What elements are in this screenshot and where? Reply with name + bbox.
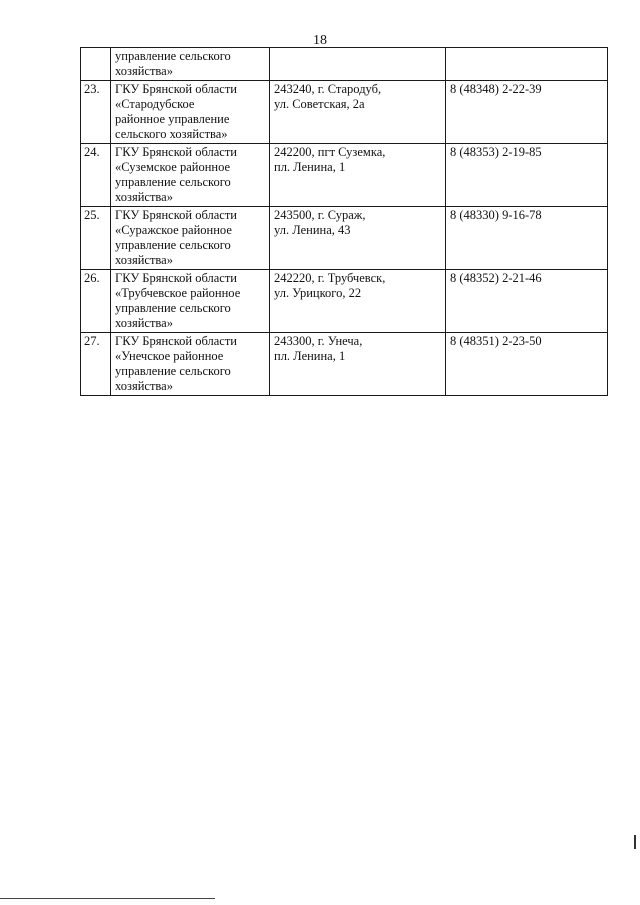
address-line: ул. Урицкого, 22: [274, 286, 362, 300]
agency-name: [111, 270, 270, 333]
table-row: [81, 207, 608, 270]
agency-name-line: хозяйства»: [115, 190, 173, 204]
agency-address: [270, 48, 446, 81]
table-row: [81, 333, 608, 396]
table-row: [81, 81, 608, 144]
agency-directory-table: [80, 47, 608, 396]
agency-phone: 8 (48348) 2-22-39: [446, 81, 608, 144]
page-number: 18: [313, 33, 327, 48]
table-row: [81, 270, 608, 333]
scan-edge-mark: [634, 835, 636, 849]
agency-name: [111, 81, 270, 144]
address-line: ул. Советская, 2а: [274, 97, 365, 111]
row-number: 27.: [81, 333, 111, 396]
agency-name-line: хозяйства»: [115, 253, 173, 267]
agency-name-line: сельского хозяйства»: [115, 127, 228, 141]
agency-name: [111, 207, 270, 270]
agency-phone: 8 (48353) 2-19-85: [446, 144, 608, 207]
agency-name-line: ГКУ Брянской области: [115, 82, 237, 96]
agency-address: [270, 207, 446, 270]
agency-name-line: управление сельского: [115, 49, 231, 63]
agency-name-line: «Стародубское: [115, 97, 195, 111]
agency-phone: 8 (48352) 2-21-46: [446, 270, 608, 333]
agency-name-line: районное управление: [115, 112, 230, 126]
agency-name-line: хозяйства»: [115, 316, 173, 330]
agency-name-line: «Суражское районное: [115, 223, 232, 237]
agency-address: [270, 270, 446, 333]
agency-name-line: «Трубчевское районное: [115, 286, 241, 300]
footer-rule: [0, 898, 215, 899]
agency-name-line: управление сельского: [115, 238, 231, 252]
agency-name-line: ГКУ Брянской области: [115, 334, 237, 348]
row-number: 25.: [81, 207, 111, 270]
address-line: 242220, г. Трубчевск,: [274, 271, 386, 285]
agency-name-line: хозяйства»: [115, 64, 173, 78]
table-row: [81, 48, 608, 81]
address-line: 243300, г. Унеча,: [274, 334, 363, 348]
address-line: 242200, пгт Суземка,: [274, 145, 386, 159]
agency-name: [111, 144, 270, 207]
agency-name-line: хозяйства»: [115, 379, 173, 393]
agency-name: [111, 333, 270, 396]
agency-phone: 8 (48330) 9-16-78: [446, 207, 608, 270]
agency-name-line: управление сельского: [115, 301, 231, 315]
agency-name-line: «Суземское районное: [115, 160, 231, 174]
agency-phone: 8 (48351) 2-23-50: [446, 333, 608, 396]
agency-name-line: управление сельского: [115, 364, 231, 378]
address-line: пл. Ленина, 1: [274, 160, 346, 174]
address-line: пл. Ленина, 1: [274, 349, 346, 363]
agency-phone: [446, 48, 608, 81]
row-number: 26.: [81, 270, 111, 333]
row-number: 23.: [81, 81, 111, 144]
agency-address: [270, 81, 446, 144]
agency-name-line: «Унечское районное: [115, 349, 224, 363]
table-row: [81, 144, 608, 207]
agency-name: [111, 48, 270, 81]
agency-name-line: управление сельского: [115, 175, 231, 189]
agency-address: [270, 144, 446, 207]
address-line: 243500, г. Сураж,: [274, 208, 366, 222]
agency-address: [270, 333, 446, 396]
row-number: 24.: [81, 144, 111, 207]
agency-name-line: ГКУ Брянской области: [115, 271, 237, 285]
address-line: ул. Ленина, 43: [274, 223, 351, 237]
row-number: [81, 48, 111, 81]
address-line: 243240, г. Стародуб,: [274, 82, 382, 96]
agency-name-line: ГКУ Брянской области: [115, 145, 237, 159]
agency-name-line: ГКУ Брянской области: [115, 208, 237, 222]
